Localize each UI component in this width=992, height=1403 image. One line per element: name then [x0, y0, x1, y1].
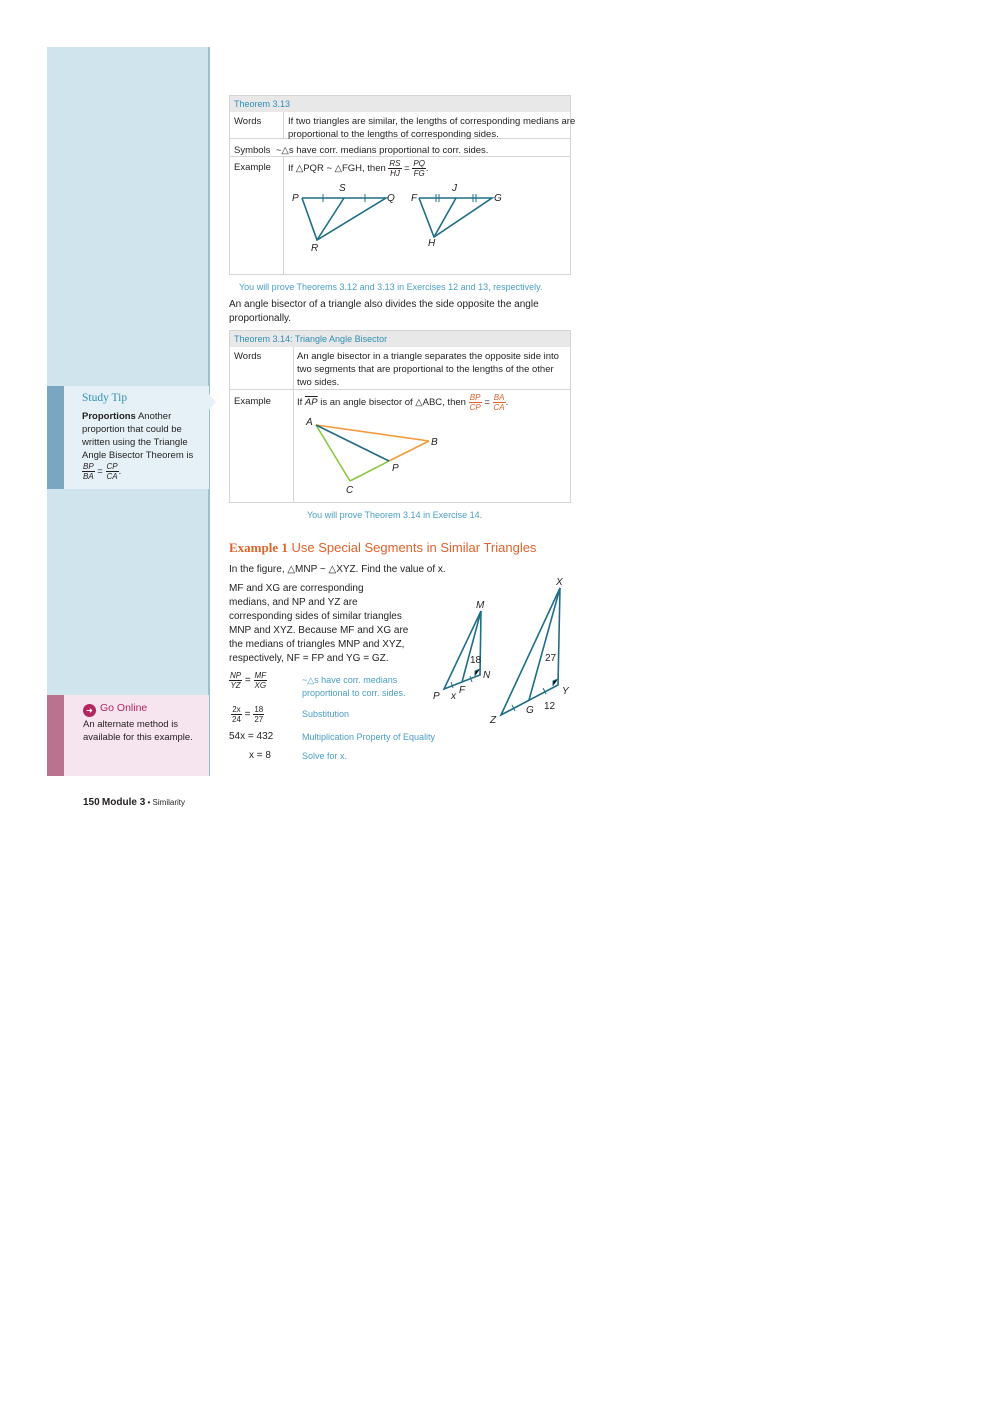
words-label: Words: [234, 116, 262, 127]
example-text: If △PQR ~ △FGH, then $\frac{RS}{HJ}$ = $\frac{PQ}{FG}$ .: [288, 159, 429, 178]
page-number: 150: [83, 797, 100, 808]
step-4-reason: Solve for x.: [302, 751, 348, 761]
example-1-explanation: MF and XG are corresponding medians, and NP and YZ are corresponding sides of similar triangles MNP and XYZ. Because MF and XG are the medians of triangles MNP and XYZ, respectively, NF = FP and YG = GZ.: [229, 583, 409, 664]
study-tip-fraction-1: $\frac{BP}{BA}$: [83, 462, 94, 481]
example-label: Example: [234, 396, 271, 407]
svg-text:F: F: [411, 193, 418, 204]
go-online-text: An alternate method is available for this example.: [83, 719, 193, 743]
study-tip-fraction-2: $\frac{CP}{CA}$: [106, 462, 118, 481]
step-2-equation: $\frac{2x}{24}$ = $\frac{18}{27}$: [232, 705, 264, 724]
svg-text:27: 27: [545, 653, 557, 664]
study-tip-title: Study Tip: [82, 392, 128, 404]
go-online-box[interactable]: [47, 695, 209, 776]
svg-text:J: J: [452, 183, 457, 194]
svg-text:A: A: [306, 417, 313, 428]
symbols-text: ~△s have corr. medians proportional to corr. sides.: [276, 145, 489, 156]
theorem-3-14-title: Theorem 3.14: Triangle Angle Bisector: [230, 331, 570, 347]
svg-text:G: G: [494, 193, 502, 204]
page-footer: 150 Module 3 • Similarity: [83, 797, 185, 808]
svg-text:12: 12: [544, 701, 556, 712]
theorem-3-13-title: Theorem 3.13: [230, 96, 570, 112]
words-label: Words: [234, 351, 262, 362]
go-online-bar: [47, 695, 64, 776]
step-4-equation: x = 8: [249, 750, 271, 761]
theorem-3-13-note: You will prove Theorems 3.12 and 3.13 in Exercises 12 and 13, respectively.: [239, 282, 543, 292]
theorem-3-13-box: [229, 95, 576, 275]
angle-bisector-figure: [296, 413, 496, 498]
words-text: An angle bisector in a triangle separates the opposite side into two segments that are proportional to the lengths of the other two sides.: [297, 351, 559, 388]
similar-triangles-figure: [285, 181, 515, 266]
svg-text:R: R: [311, 243, 319, 254]
example-1-prompt: In the figure, △MNP ~ △XYZ. Find the value of x.: [229, 564, 446, 575]
words-text: If two triangles are similar, the lengths of corresponding medians are proportional to the lengths of corresponding sides.: [288, 116, 576, 140]
example-text: If $\overline{AP}$ is an angle bisector of △ABC, then $\frac{BP}{CP}$ = $\frac{BA}{CA}$ .: [297, 393, 509, 412]
example-1-figure: [425, 572, 585, 732]
cursor-icon: ➜: [83, 704, 96, 717]
step-3-reason: Multiplication Property of Equality: [302, 732, 436, 742]
module-label: Module 3: [101, 797, 146, 808]
theorem-3-14-box: [229, 330, 571, 503]
svg-text:18: 18: [470, 655, 482, 666]
study-tip-text: Another proportion that could be written using the Triangle Angle Bisector: [82, 411, 188, 461]
svg-text:P: P: [292, 193, 299, 204]
example-label: Example: [234, 162, 271, 173]
step-3-equation: 54x = 432: [229, 731, 274, 742]
study-tip-body: Proportions Another proportion that could be written using the Triangle Angle Bisector Theorem is $\frac{BP}{BA}$ = $\frac{CP}{CA}$ .: [82, 411, 194, 481]
svg-text:x: x: [451, 691, 456, 702]
svg-text:S: S: [339, 183, 346, 194]
svg-text:P: P: [433, 691, 440, 702]
svg-text:H: H: [428, 238, 436, 249]
module-topic: Similarity: [152, 798, 185, 807]
study-tip-pointer: [209, 394, 216, 410]
svg-text:Z: Z: [490, 715, 497, 726]
svg-text:P: P: [392, 463, 399, 474]
svg-text:Y: Y: [562, 686, 569, 697]
step-1-reason: ~△s have corr. medians proportional to corr. sides.: [302, 675, 406, 698]
svg-text:N: N: [483, 670, 491, 681]
svg-text:X: X: [556, 577, 563, 588]
svg-text:G: G: [526, 705, 534, 716]
svg-text:C: C: [346, 485, 354, 496]
svg-text:Q: Q: [387, 193, 395, 204]
study-tip-heading: Proportions: [82, 411, 136, 422]
study-tip-theorem-word: Theorem is: [145, 450, 194, 461]
svg-text:B: B: [431, 437, 438, 448]
svg-text:M: M: [476, 600, 485, 611]
go-online-title[interactable]: ➜ Go Online: [83, 702, 147, 717]
intro-paragraph: An angle bisector of a triangle also divides the side opposite the angle proportionally.: [229, 299, 539, 324]
study-tip-bar: [47, 386, 64, 489]
svg-text:F: F: [459, 685, 466, 696]
symbols-label: Symbols: [234, 145, 271, 156]
step-1-equation: $\frac{NP}{YZ}$ = $\frac{MF}{XG}$: [230, 671, 267, 690]
step-2-reason: Substitution: [302, 709, 350, 719]
theorem-3-14-note: You will prove Theorem 3.14 in Exercise 14.: [307, 510, 483, 520]
example-1-title: Example 1 Use Special Segments in Similar Triangles: [229, 540, 537, 555]
study-tip-box: [47, 386, 209, 489]
